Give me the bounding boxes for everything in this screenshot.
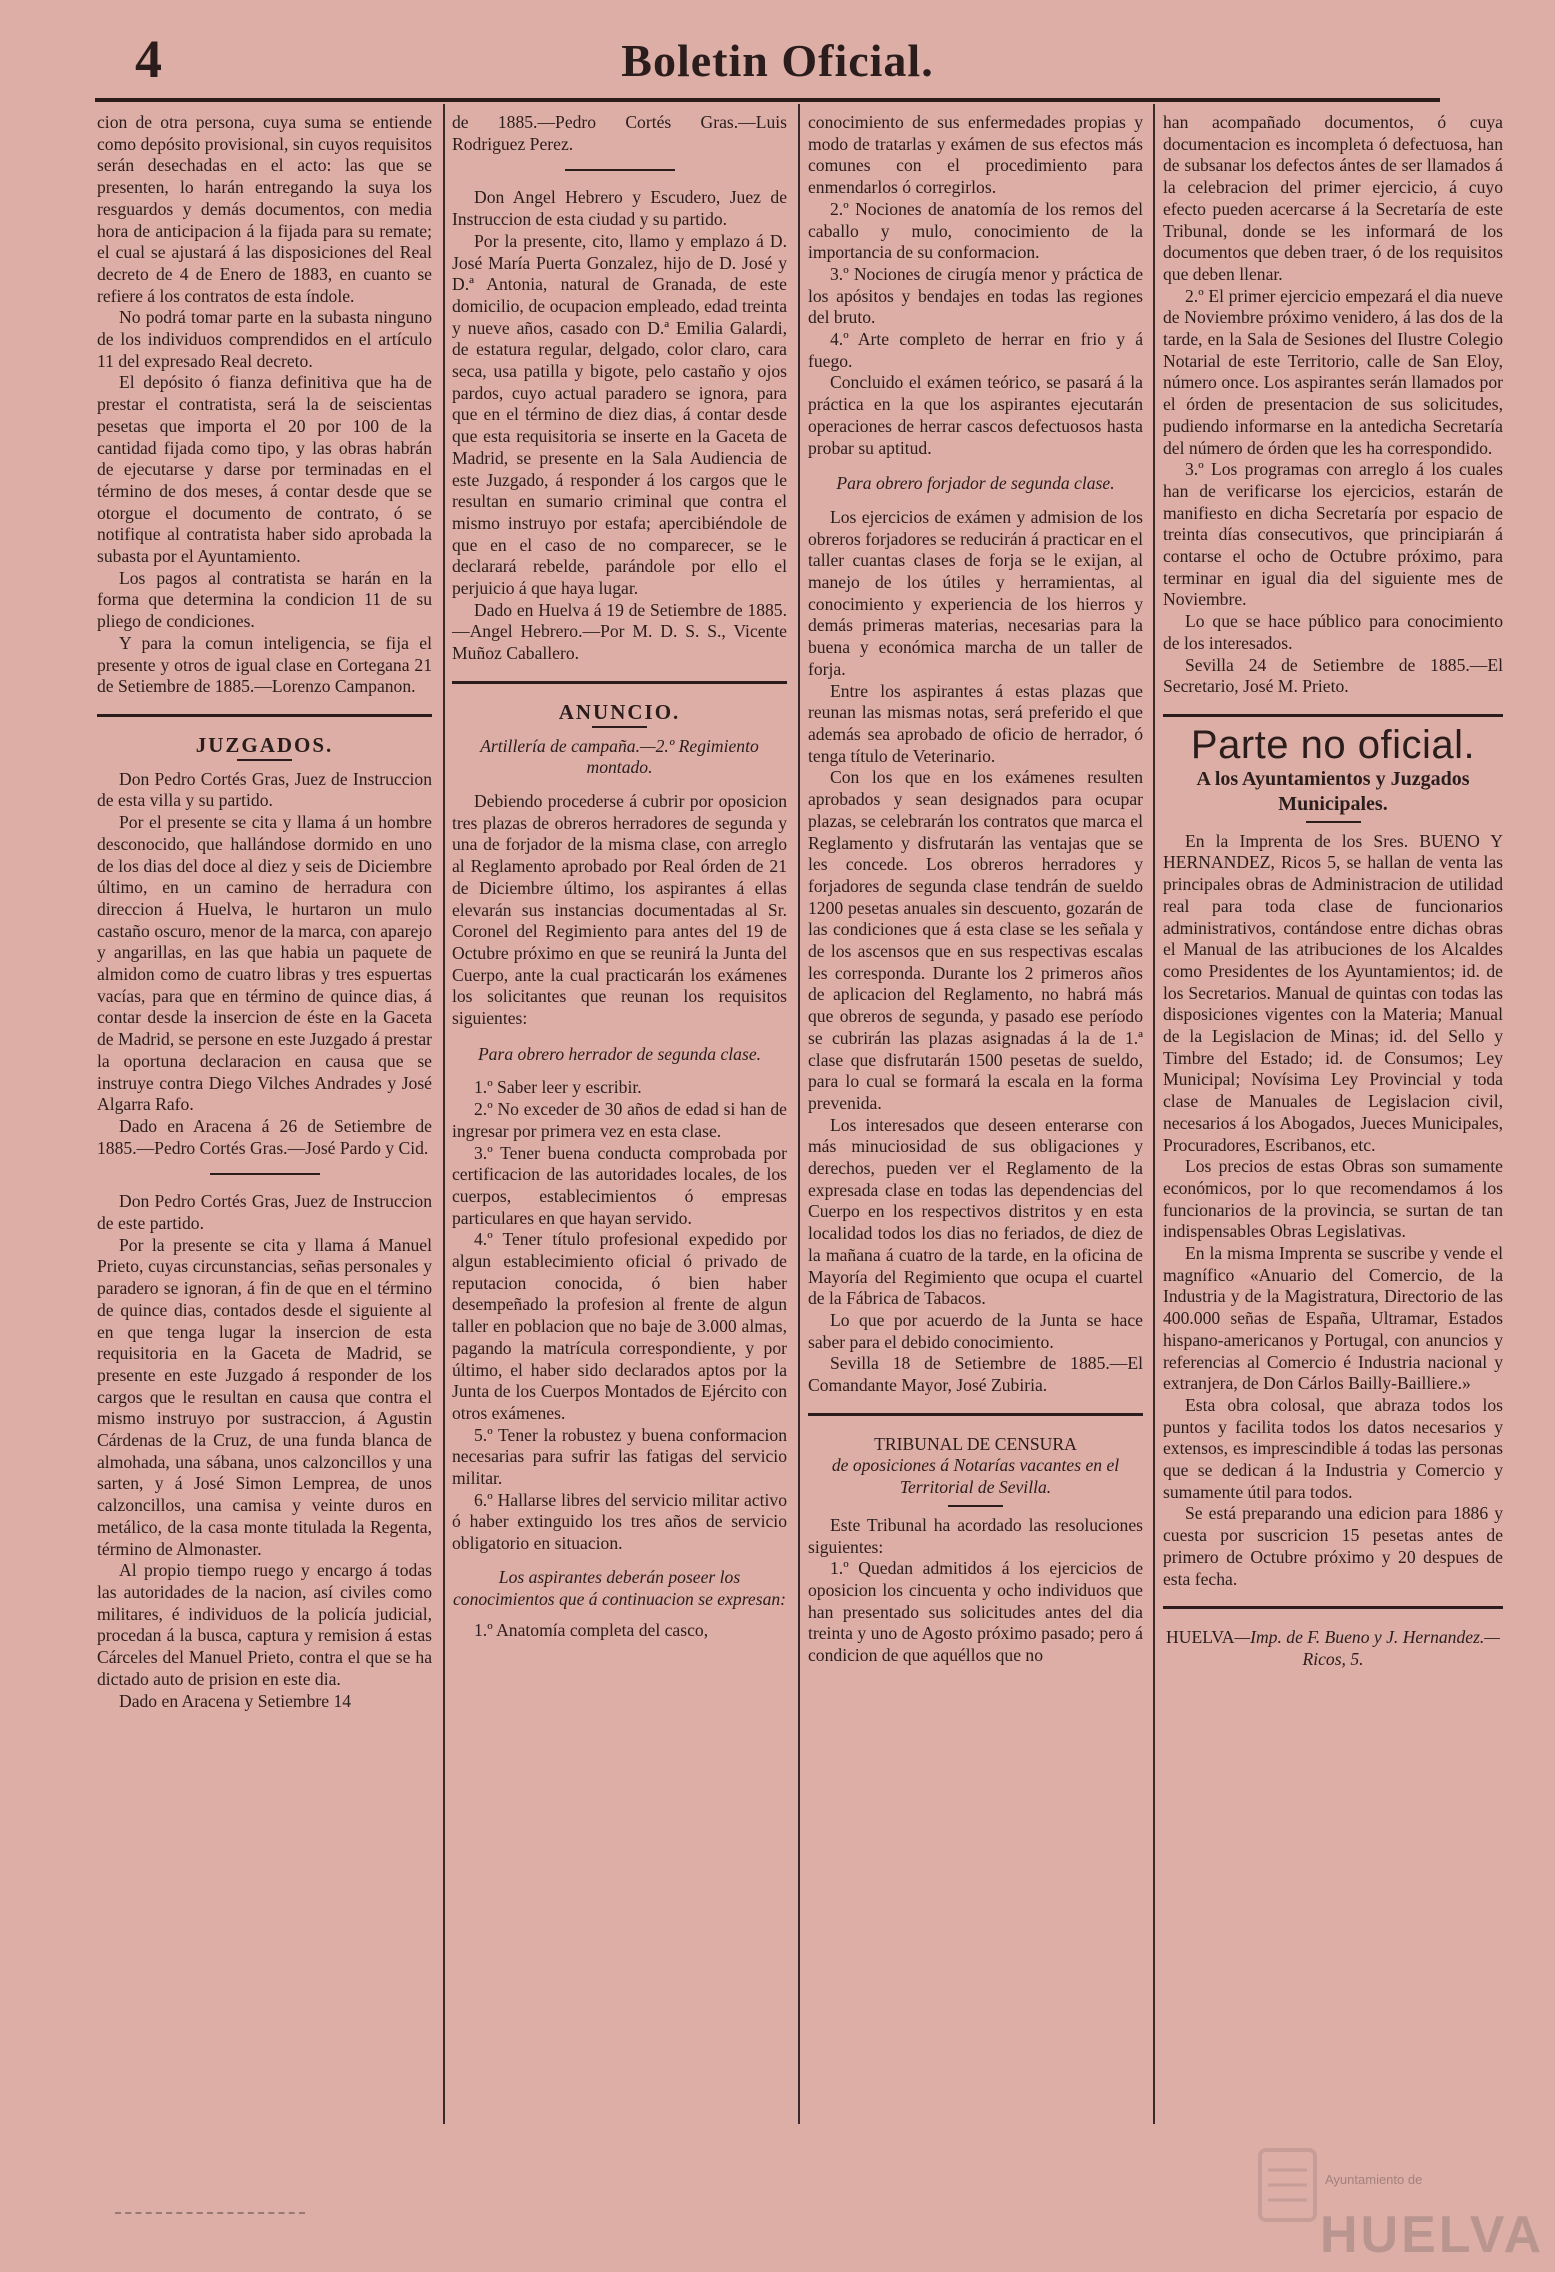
paragraph: Lo que por acuerdo de la Junta se hace saber para el debido conocimiento. xyxy=(808,1309,1143,1352)
notice-separator xyxy=(565,169,675,171)
paragraph: Al propio tiempo ruego y encargo á todas las autoridades de la nacion, así civiles como militares, é individuos de la policía judicial, procedan á la busca, captura y remision á estas Cárceles del Manuel Prieto, contra el que se ha dictado auto de prision en este dia. xyxy=(97,1560,432,1689)
bottom-rule xyxy=(115,2212,305,2214)
requirement-item: 4.º Tener título profesional expedido por algun establecimiento oficial ó privado de reputacion conocida, ó bien haber desempeñado la profesion al frente de algun taller en poblacion que no baje de 3.000 almas, pagando la matrícula correspondiente, y por último, el haber sido declarados aptos por la Junta de los Cuerpos Montados de Ejército con otros exámenes. xyxy=(452,1229,787,1423)
section-heading-juzgados: JUZGADOS. xyxy=(195,732,334,757)
imprint xyxy=(1163,1627,1503,1670)
paragraph: Este Tribunal ha acordado las resoluciones siguientes: xyxy=(808,1514,1143,1557)
paragraph: cion de otra persona, cuya suma se entiende como depósito provisional, sin cuyos requisitos serán desechadas en el acto: las que se presenten, lo harán entregando la suya los resguardos y demás documentos, con media hora de anticipacion á la fijada para su remate; el cual se ajustará á las disposiciones del Real decreto de 4 de Enero de 1883, en cuanto se refiere á los contratos de esta índole. xyxy=(97,112,432,306)
paragraph: Con los que en los exámenes resulten aprobados y sean designados para ocupar plazas, se celebrarán los contratos que marca el Reglamento y disfrutarán las ventajas que se les concede. Los obreros herradores y forjadores de segunda clase tendrán de sueldo 1200 pesetas anuales sin descuento, gozarán de las condiciones que á esta clase se les señala y de los ascensos que en sus respectivas escalas les corresponda. Durante los 2 primeros años de aplicacion del Reglamento, no habrá más que obreros de segunda, y pasado ese período se cubrirán las plazas asignadas á la de 1.ª clase que disfrutarán 1500 pesetas de sueldo, para lo cual se formará la escala en la forma prevenida. xyxy=(808,767,1143,1113)
paragraph: Por la presente se cita y llama á Manuel Prieto, cuyas circunstancias, señas personales y paradero se ignoran, á fin de que en el término de quince dias, contados desde el siguiente al en que tenga lugar la insercion de esta requisitoria en la Gaceta de Madrid, se presente en este Juzgado á responder de los cargos que le resultan en causa que contra el mismo instruyo por sustraccion, á Agustin Cárdenas de la Cruz, de una funda blanca de almohada, una sábana, unos calzoncillos y una sarten, y á José Simon Lemprea, de unos calzoncillos, una camisa y veinte duros en metálico, de la casa monte titulada la Regenta, término de Almonaster. xyxy=(97,1234,432,1559)
section-heading-anuncio: ANUNCIO. xyxy=(558,699,681,724)
paragraph: No podrá tomar parte en la subasta ninguno de los individuos comprendidos en el artículo 11 del expresado Real decreto. xyxy=(97,307,432,371)
paragraph: Por la presente, cito, llamo y emplazo á D. José María Puerta Gonzalez, hijo de D. José y D.ª Antonia, natural de Granada, de este domicilio, de ocupacion empleado, edad treinta y nueve años, casado con D.ª Emilia Galardi, de estatura regular, delgado, color claro, cara seca, usa patilla y bigote, pelo castaño y ojos pardos, cuyo actual paradero se ignora, para que en el término de diez dias, á contar desde que esta requisitoria se inserte en la Gaceta de Madrid, se presente en la Sala Audiencia de este Juzgado, á responder á los cargos que le resultan en sumario criminal que contra el mismo instruyo por estafa; apercibiéndole de que en el caso de no comparecer, se le declarará rebelde, parándole por ello el perjuicio á que haya lugar. xyxy=(452,230,787,599)
page-number: 4 xyxy=(135,29,162,89)
paragraph: 1.º Quedan admitidos á los ejercicios de oposicion los cincuenta y ocho individuos que han presentado sus solicitudes antes del dia treinta y uno de Agosto próximo pasado; pero á condicion de que aquéllos que no xyxy=(808,1558,1143,1666)
paragraph: Los precios de estas Obras son sumamente económicos, por lo que recomendamos á los funcionarios de la provincia, se surtan de tan indispensables Obras Legislativas. xyxy=(1163,1156,1503,1242)
paragraph: 3.º Los programas con arreglo á los cuales han de verificarse los ejercicios, estarán de manifiesto en dicha Secretaría por espacio de treinta días consecutivos, que principiarán á contarse el ocho de Octubre próximo, para terminar en igual dia del siguiente mes de Noviembre. xyxy=(1163,459,1503,610)
paragraph: Los pagos al contratista se harán en la forma que determina la condicion 11 de su pliego de condiciones. xyxy=(97,567,432,632)
requirement-item: 4.º Arte completo de herrar en frio y á fuego. xyxy=(808,329,1143,371)
paragraph: de 1885.—Pedro Cortés Gras.—Luis Rodriguez Perez. xyxy=(452,112,787,154)
paragraph: Esta obra colosal, que abraza todos los puntos y facilita todos los datos necesarios y extensos, es imprescindible á todas las personas que se dedican á la Industria y Comercio y sumamente útil para todos. xyxy=(1163,1394,1503,1502)
paragraph: Sevilla 24 de Setiembre de 1885.—El Secretario, José M. Prieto. xyxy=(1163,654,1503,697)
section-rule xyxy=(1163,714,1503,717)
column-divider xyxy=(443,104,445,2124)
subheading: A los Ayuntamientos y Juzgados Municipales. xyxy=(1196,767,1470,815)
paragraph: Dado en Aracena y Setiembre 14 xyxy=(119,1690,352,1711)
section-rule xyxy=(97,714,432,717)
subheading: Artillería de campaña.—2.º Regimiento montado. xyxy=(480,735,759,778)
subheading: Para obrero forjador de segunda clase. xyxy=(836,473,1115,494)
paragraph: En la Imprenta de los Sres. BUENO Y HERNANDEZ, Ricos 5, se hallan de venta las principales obras de Administracion de utilidad real para toda clase de funcionarios administrativos, contándose entre dichas obras el Manual de las atribuciones de los Alcaldes como Presidentes de los Ayuntamientos; id. de los Secretarios. Manual de quintas con todas las disposiciones vigentes con la Materia; Manual de la Legislacion de Minas; id. del Sello y Timbre del Estado; id. de Consumos; Ley Municipal; Novísima Ley Provincial y toda clase de Manuales de Legislacion civil, necesarios á los Abogados, Jueces Municipales, Procuradores, Escribanos, etc. xyxy=(1163,830,1503,1155)
watermark-word: HUELVA xyxy=(1320,2206,1545,2264)
column-divider xyxy=(798,104,800,2124)
section-heading-tribunal: TRIBUNAL DE CENSURA xyxy=(874,1433,1077,1454)
heading-rule xyxy=(592,726,647,728)
column-4 xyxy=(1163,112,1503,1671)
masthead-title: Boletin Oficial. xyxy=(621,35,934,86)
imprint-printer: —Imp. de F. Bueno y J. Hernandez.—Ricos, 5. xyxy=(1234,1627,1500,1669)
column-1 xyxy=(97,112,432,1712)
watermark-label: Ayuntamiento de xyxy=(1325,2172,1423,2187)
requirement-item: 1.º Anatomía completa del casco, xyxy=(474,1620,709,1641)
requirement-item: 3.º Tener buena conducta comprobada por certificacion de las autoridades locales, de los cuerpos, establecimientos ó empresas particulares en que hayan servido. xyxy=(452,1142,787,1228)
paragraph: conocimiento de sus enfermedades propias y modo de tratarlas y exámen de sus efectos más comunes con el procedimiento para enmendarlos ó corregirlos. xyxy=(808,112,1143,198)
paragraph: Dado en Aracena á 26 de Setiembre de 1885.—Pedro Cortés Gras.—José Pardo y Cid. xyxy=(97,1115,432,1158)
paragraph: Concluido el exámen teórico, se pasará á la práctica en la que los aspirantes ejecutarán operaciones de herrar cascos defectuosos hasta probar su aptitud. xyxy=(808,372,1143,458)
paragraph: 2.º El primer ejercicio empezará el dia nueve de Noviembre próximo venidero, á las dos de la tarde, en la Sala de Sesiones del Ilustre Colegio Notarial de este Territorio, calle de San Eloy, número once. Los aspirantes serán llamados por el órden de presentacion de sus solicitudes, pudiendo informarse en la antedicha Secretaría del número de órden que les ha correspondido. xyxy=(1163,285,1503,458)
requirement-item: 3.º Nociones de cirugía menor y práctica de los apósitos y bendajes en todas las regiones del bruto. xyxy=(808,263,1143,328)
column-3 xyxy=(808,112,1143,1667)
column-divider xyxy=(1153,104,1155,2124)
section-rule xyxy=(452,681,787,684)
header-rule xyxy=(95,98,1440,102)
paragraph: En la misma Imprenta se suscribe y vende el magnífico «Anuario del Comercio, de la Industria y de la Magistratura, Directorio de las 400.000 señas de España, Ultramar, Estados hispano-americanos y Portugal, con anuncios y referencias al Comercio é Industria nacional y extranjera, de Don Cárlos Bailly-Bailliere.» xyxy=(1163,1243,1503,1394)
paragraph: Sevilla 18 de Setiembre de 1885.—El Comandante Mayor, José Zubiria. xyxy=(808,1353,1143,1396)
requirement-item: 2.º No exceder de 30 años de edad si han de ingresar por primera vez en esta clase. xyxy=(452,1099,787,1141)
paragraph: Los interesados que deseen enterarse con más minuciosidad de sus obligaciones y derechos, pueden ver el Reglamento de la expresada clase en todas las dependencias del Cuerpo en los respectivos distritos y en esta localidad todos los dias no feriados, de diez de la mañana á cuatro de la tarde, en la oficina de Mayoría del Regimiento que ocupa el cuartel de la Fábrica de Tabacos. xyxy=(808,1114,1143,1309)
notice-heading: Don Angel Hebrero y Escudero, Juez de Instruccion de esta ciudad y su partido. xyxy=(452,187,787,230)
paragraph: Entre los aspirantes á estas plazas que reunan las mismas notas, será preferido el que además sea aprobado de oficio de herrador, ó tenga título de Veterinario. xyxy=(808,680,1143,766)
requirement-item: 5.º Tener la robustez y buena conformacion necesarias para sufrir las fatigas del servicio militar. xyxy=(452,1424,787,1489)
imprint-city: HUELVA xyxy=(1166,1627,1235,1648)
section-rule xyxy=(808,1413,1143,1416)
requirement-item: 1.º Saber leer y escribir. xyxy=(474,1077,642,1098)
paragraph: Y para la comun inteligencia, se fija el presente y otros de igual clase en Cortegana 21 de Setiembre de 1885.—Lorenzo Campanon. xyxy=(97,632,432,697)
notice-separator xyxy=(210,1173,320,1175)
section-rule xyxy=(1163,1606,1503,1609)
requirement-item: 6.º Hallarse libres del servicio militar activo ó haber extinguido los tres años de servicio obligatorio en situacion. xyxy=(452,1489,787,1554)
paragraph: han acompañado documentos, ó cuya documentacion es incompleta ó defectuosa, han de subsanar los defectos ántes de ser llamados á la celebracion del primer ejercicio, á cuyo efecto pueden acercarse á la Secretaría de este Tribunal, donde se les informará de los documentos que deben traer, ó de los requisitos que deben llenar. xyxy=(1163,112,1503,284)
section-heading-parte-no-oficial: Parte no oficial. xyxy=(1190,722,1476,767)
paragraph: Por el presente se cita y llama á un hombre desconocido, que hallándose dormido en uno de los dias del doce al diez y seis de Diciembre último, en un camino de herradura con direccion á Huelva, le hurtaron un mulo castaño oscuro, menor de la marca, con aparejo y angarillas, en las que habia un paquete de almidon como de cuatro libras y tres espuertas vacías, para que en término de quince dias, á contar desde la insercion de éste en la Gaceta de Madrid, se persone en este Juzgado á prestar la oportuna declaracion en causa que se instruye contra Diego Vilches Andrades y José Algarra Rafo. xyxy=(97,812,432,1115)
paragraph: Lo que se hace público para conocimiento de los interesados. xyxy=(1163,611,1503,653)
requirement-item: 2.º Nociones de anatomía de los remos del caballo y mulo, conocimiento de la importancia de su conformacion. xyxy=(808,198,1143,263)
subheading: de oposiciones á Notarías vacantes en el Territorial de Sevilla. xyxy=(831,1455,1120,1498)
paragraph: Se está preparando una edicion para 1886 y cuesta por suscricion 15 pesetas antes de primero de Octubre próximo y 20 despues de esta fecha. xyxy=(1163,1503,1503,1589)
subheading: Para obrero herrador de segunda clase. xyxy=(477,1043,762,1064)
heading-rule xyxy=(948,1505,1003,1507)
notice-heading: Don Pedro Cortés Gras, Juez de Instruccion de esta villa y su partido. xyxy=(97,768,432,811)
paragraph: Dado en Huelva á 19 de Setiembre de 1885.—Angel Hebrero.—Por M. D. S. S., Vicente Muñoz Caballero. xyxy=(452,599,787,664)
subheading: Los aspirantes deberán poseer los conocimientos que á continuacion se expresan: xyxy=(452,1566,787,1609)
heading-rule xyxy=(237,759,292,761)
notice-heading: Don Pedro Cortés Gras, Juez de Instruccion de este partido. xyxy=(97,1191,432,1234)
heading-rule xyxy=(1306,821,1361,823)
paragraph: El depósito ó fianza definitiva que ha de prestar el contratista, será la de seiscientas pesetas que importa el 20 por 100 de la cantidad fijada como tipo, y las obras habrán de ejecutarse y darse por terminadas en el término de dos meses, á contar desde que se otorgue el documento de contrato, ó se notifique al contratista haber sido aprobada la subasta por el Ayuntamiento. xyxy=(97,372,432,567)
column-2 xyxy=(452,112,787,1642)
paragraph: Debiendo procederse á cubrir por oposicion tres plazas de obreros herradores de segunda y una de forjador de la misma clase, con arreglo al Reglamento aprobado por Real órden de 21 de Diciembre último, los aspirantes á ellas elevarán sus instancias documentadas al Sr. Coronel del Regimiento para antes del 19 de Octubre próximo en que se reunirá la Junta del Cuerpo, ante la cual practicarán los exámenes los solicitantes que reunan los requisitos siguientes: xyxy=(452,790,787,1029)
paragraph: Los ejercicios de exámen y admision de los obreros forjadores se reducirán á practicar en el taller cuantas clases de forja se le exijan, al manejo de los útiles y herramientas, al conocimiento y experiencia de los hierros y demás primeras materias, necesarias para la buena y económica marcha de un taller de forja. xyxy=(808,506,1143,679)
